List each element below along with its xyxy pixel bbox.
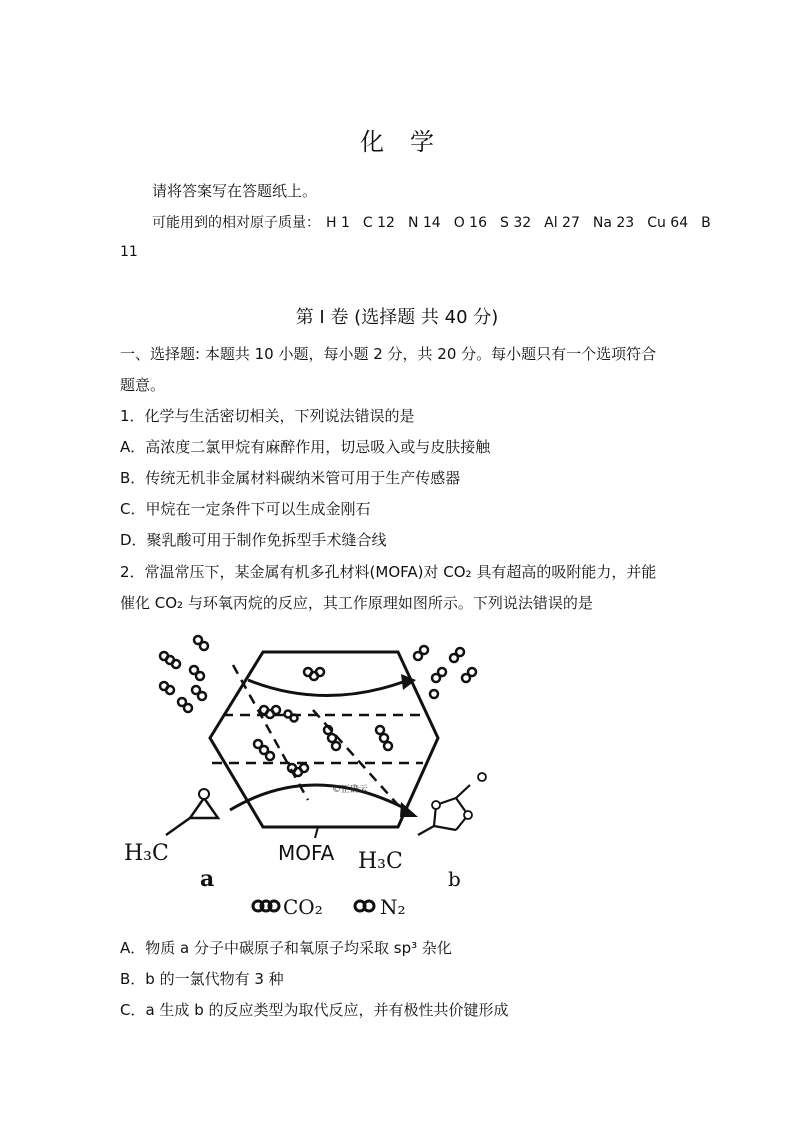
label-h3c-right: H₃C [358,849,403,874]
q1-option-c: C．甲烷在一定条件下可以生成金刚石 [120,500,371,518]
section-intro-line1: 一、选择题: 本题共 10 小题，每小题 2 分，共 20 分。每小题只有一个选项符合 [120,345,657,363]
gas-flow-arrow [248,680,403,696]
propylene-oxide-structure [166,798,218,835]
mass-item: O 16 [453,215,487,231]
channel-line [233,665,308,800]
oxygen-atom [478,773,486,781]
q2-option-b: B．b 的一氯代物有 3 种 [120,970,284,988]
section-intro-line2: 题意。 [120,376,166,394]
oxygen-atom [199,789,209,799]
label-h3c-left: H₃C [124,841,169,866]
instruction: 请将答案写在答题纸上。 [152,182,318,200]
label-b: b [448,867,461,891]
mass-item: N 14 [407,215,441,231]
atomic-masses-label: 可能用到的相对原子质量： [152,215,320,231]
q1-stem: 1．化学与生活密切相关，下列说法错误的是 [120,407,415,425]
watermark: ©正确云 [332,785,369,795]
page-title: 化学 [360,128,460,156]
q1-option-d: D．聚乳酸可用于制作免拆型手术缝合线 [120,531,387,549]
mass-item: B [701,215,711,231]
legend-n2-icon [355,901,374,911]
q1-option-b: B．传统无机非金属材料碳纳米管可用于生产传感器 [120,469,461,487]
mass-item: C 12 [362,215,395,231]
atomic-masses-wrap: 11 [120,244,138,260]
mass-item: S 32 [499,215,532,231]
cyclic-carbonate-structure [418,785,470,835]
oxygen-atom [432,801,440,809]
legend-co2-icon [253,901,279,911]
mass-item: Cu 64 [647,215,689,231]
mass-item: Al 27 [544,215,580,231]
mass-item: Na 23 [592,215,635,231]
label-mofa: MOFA [278,841,335,865]
label-a: a [200,866,215,892]
q1-option-a: A．高浓度二氯甲烷有麻醉作用，切忌吸入或与皮肤接触 [120,438,491,456]
mofa-reaction-figure [118,630,498,922]
q2-stem-line2: 催化 CO₂ 与环氧丙烷的反应，其工作原理如图所示。下列说法错误的是 [120,594,593,612]
mass-item: H 1 [326,215,350,231]
oxygen-atom [464,811,472,819]
adsorbed-co2 [254,668,392,776]
legend-co2-label: CO₂ [283,895,323,919]
q2-option-a: A．物质 a 分子中碳原子和氧原子均采取 sp³ 杂化 [120,939,452,957]
reaction-arrow [230,785,408,810]
q2-option-c: C．a 生成 b 的反应类型为取代反应，并有极性共价键形成 [120,1001,509,1019]
section-title: 第 I 卷 (选择题 共 40 分) [295,307,499,328]
legend-n2-label: N₂ [380,895,406,919]
q2-stem-line1: 2．常温常压下，某金属有机多孔材料(MOFA)对 CO₂ 具有超高的吸附能力，并能 [120,563,657,581]
atomic-masses [152,212,724,232]
